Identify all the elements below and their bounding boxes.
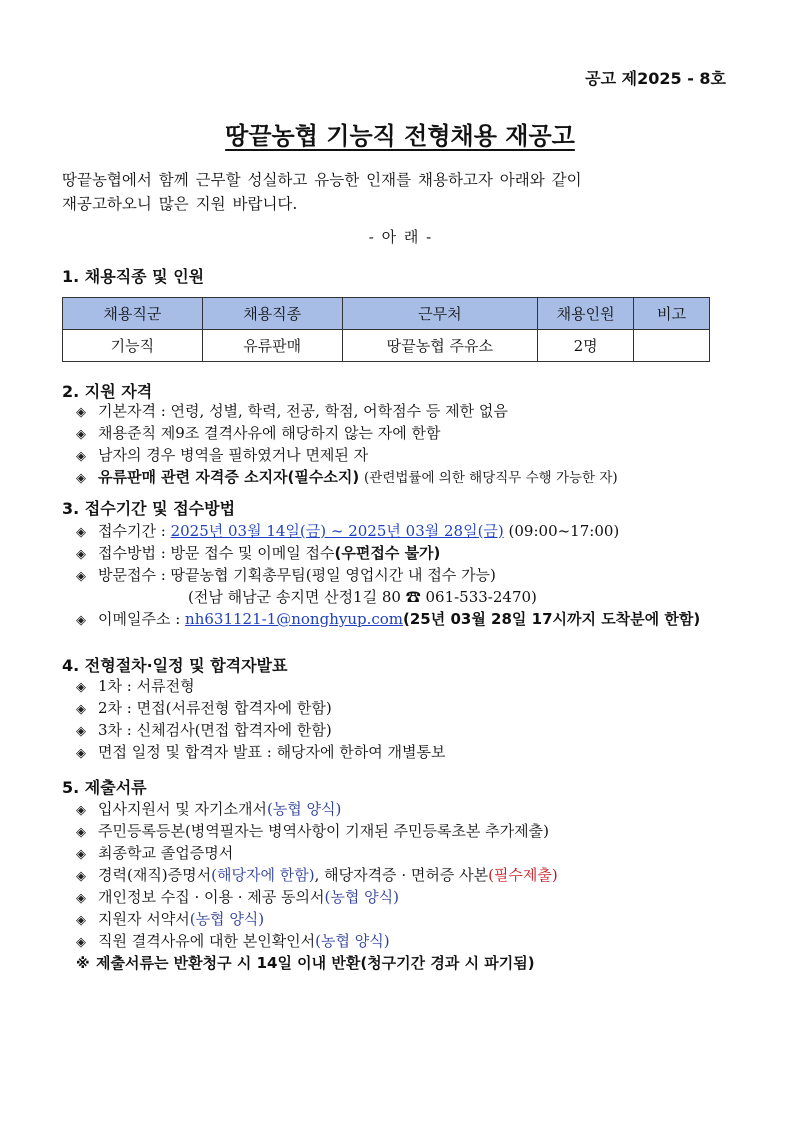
visit-address: (전남 해남군 송지면 산정1길 80 ☎ 061-533-2470) — [188, 588, 537, 606]
required-tag: (필수제출) — [488, 866, 558, 884]
list-item — [76, 466, 756, 488]
list-item — [76, 864, 756, 886]
diamond-bullet-icon: ◈ — [76, 547, 86, 562]
table-row — [63, 330, 710, 362]
diamond-bullet-icon: ◈ — [76, 427, 86, 442]
diamond-bullet-icon: ◈ — [76, 613, 86, 628]
section-5-heading: 5. 제출서류 — [62, 778, 147, 797]
eligibility-military: 남자의 경우 병역을 필하였거나 면제된 자 — [98, 446, 369, 464]
diamond-bullet-icon: ◈ — [76, 803, 86, 818]
list-item — [76, 908, 756, 930]
step-document-screening: 1차 : 서류전형 — [98, 677, 195, 695]
diamond-bullet-icon: ◈ — [76, 847, 86, 862]
list-item — [76, 798, 756, 820]
diamond-bullet-icon: ◈ — [76, 525, 86, 540]
diamond-bullet-icon: ◈ — [76, 891, 86, 906]
diamond-bullet-icon: ◈ — [76, 471, 86, 486]
diamond-bullet-icon: ◈ — [76, 724, 86, 739]
email-deadline-note: (25년 03월 28일 17시까지 도착분에 한함) — [403, 610, 701, 628]
table-header-row — [63, 298, 710, 330]
eligibility-list — [76, 400, 756, 488]
diamond-bullet-icon: ◈ — [76, 702, 86, 717]
page-title-text: 땅끝농협 기능직 전형채용 재공고 — [225, 122, 575, 150]
application-list — [76, 520, 756, 630]
notice-number: 공고 제2025 - 8호 — [585, 69, 726, 88]
diamond-bullet-icon: ◈ — [76, 825, 86, 840]
doc-resident-registration: 주민등록등본(병역필자는 병역사항이 기재된 주민등록초본 추가제출) — [98, 822, 549, 840]
diamond-bullet-icon: ◈ — [76, 869, 86, 884]
cell-workplace: 땅끝농협 주유소 — [342, 330, 538, 362]
list-item — [76, 520, 756, 542]
diamond-bullet-icon: ◈ — [76, 449, 86, 464]
list-item — [76, 697, 756, 719]
footnote-text: 제출서류는 반환청구 시 14일 이내 반환(청구기간 경과 시 파기됨) — [96, 954, 535, 972]
intro-line-2: 재공고하오니 많은 지원 바랍니다. — [62, 195, 298, 213]
doc-applicant-pledge: 지원자 서약서 — [98, 910, 190, 928]
list-item — [76, 564, 756, 586]
doc-license-copy: , 해당자격증 · 면허증 사본 — [314, 866, 489, 884]
eligibility-license-note: (관련법률에 의한 해당직무 수행 가능한 자) — [364, 470, 618, 486]
diamond-bullet-icon: ◈ — [76, 405, 86, 420]
doc-career-certificate: 경력(재직)증명서 — [98, 866, 212, 884]
diamond-bullet-icon: ◈ — [76, 935, 86, 950]
nh-form-tag: (농협 양식) — [266, 800, 342, 818]
list-item — [76, 422, 756, 444]
list-item — [76, 444, 756, 466]
cell-job-type: 유류판매 — [202, 330, 342, 362]
list-item — [76, 886, 756, 908]
doc-application-form: 입사지원서 및 자기소개서 — [98, 800, 267, 818]
eligibility-disqualification: 채용준칙 제9조 결격사유에 해당하지 않는 자에 한함 — [98, 424, 441, 442]
list-item — [76, 542, 756, 564]
list-item — [76, 930, 756, 952]
if-applicable-tag: (해당자에 한함) — [211, 866, 315, 884]
column-header-headcount: 채용인원 — [538, 298, 634, 330]
method-no-mail: (우편접수 불가) — [334, 544, 441, 562]
diamond-bullet-icon: ◈ — [76, 913, 86, 928]
page-title — [0, 116, 800, 151]
email-label: 이메일주소 : — [98, 610, 186, 628]
list-item — [76, 608, 756, 630]
nh-form-tag: (농협 양식) — [324, 888, 399, 906]
diamond-bullet-icon: ◈ — [76, 746, 86, 761]
step-interview: 2차 : 면접(서류전형 합격자에 한함) — [98, 699, 332, 717]
doc-disqualification-check: 직원 결격사유에 대한 본인확인서 — [98, 932, 316, 950]
nh-form-tag: (농협 양식) — [189, 910, 265, 928]
list-item — [76, 820, 756, 842]
intro-line-1: 땅끝농협에서 함께 근무할 성실하고 유능한 인재를 채용하고자 아래와 같이 — [62, 171, 582, 189]
cell-headcount: 2명 — [538, 330, 634, 362]
list-item — [76, 842, 756, 864]
section-1-heading: 1. 채용직종 및 인원 — [62, 267, 205, 286]
list-item — [76, 675, 756, 697]
visit-info: 방문접수 : 땅끝농협 기획총무팀(평일 영업시간 내 접수 가능) — [98, 566, 496, 584]
reference-mark-icon: ※ — [76, 956, 90, 972]
column-header-job-group: 채용직군 — [63, 298, 203, 330]
cell-job-group: 기능직 — [63, 330, 203, 362]
section-4-heading: 4. 전형절차·일정 및 합격자발표 — [62, 656, 288, 675]
period-dates: 2025년 03월 14일(금) ~ 2025년 03월 28일(금) — [170, 522, 504, 540]
method-label: 접수방법 : 방문 접수 및 이메일 접수 — [98, 544, 335, 562]
process-list — [76, 675, 756, 763]
diamond-bullet-icon: ◈ — [76, 569, 86, 584]
nh-form-tag: (농협 양식) — [315, 932, 390, 950]
step-announcement: 면접 일정 및 합격자 발표 : 해당자에 한하여 개별통보 — [98, 743, 446, 761]
step-medical-check: 3차 : 신체검사(면접 합격자에 한함) — [98, 721, 332, 739]
period-time: (09:00~17:00) — [503, 522, 620, 540]
cell-remarks — [634, 330, 710, 362]
intro-paragraph — [62, 168, 742, 216]
email-link[interactable]: nh631121-1@nonghyup.com — [185, 610, 404, 628]
section-separator: - 아 래 - — [368, 228, 432, 246]
documents-list — [76, 798, 756, 974]
section-3-heading: 3. 접수기간 및 접수방법 — [62, 499, 236, 518]
column-header-job-type: 채용직종 — [202, 298, 342, 330]
eligibility-license: 유류판매 관련 자격증 소지자(필수소지) — [98, 468, 360, 486]
list-item — [76, 719, 756, 741]
section-2-heading: 2. 지원 자격 — [62, 382, 153, 401]
doc-privacy-consent: 개인정보 수집 · 이용 · 제공 동의서 — [98, 888, 325, 906]
eligibility-basic: 기본자격 : 연령, 성별, 학력, 전공, 학점, 어학점수 등 제한 없음 — [98, 402, 508, 420]
period-label: 접수기간 : — [98, 522, 171, 540]
positions-table — [62, 297, 710, 362]
documents-footnote — [76, 952, 756, 974]
list-item — [76, 400, 756, 422]
list-item — [76, 741, 756, 763]
column-header-remarks: 비고 — [634, 298, 710, 330]
diamond-bullet-icon: ◈ — [76, 680, 86, 695]
column-header-workplace: 근무처 — [342, 298, 538, 330]
doc-graduation-certificate: 최종학교 졸업증명서 — [98, 844, 234, 862]
